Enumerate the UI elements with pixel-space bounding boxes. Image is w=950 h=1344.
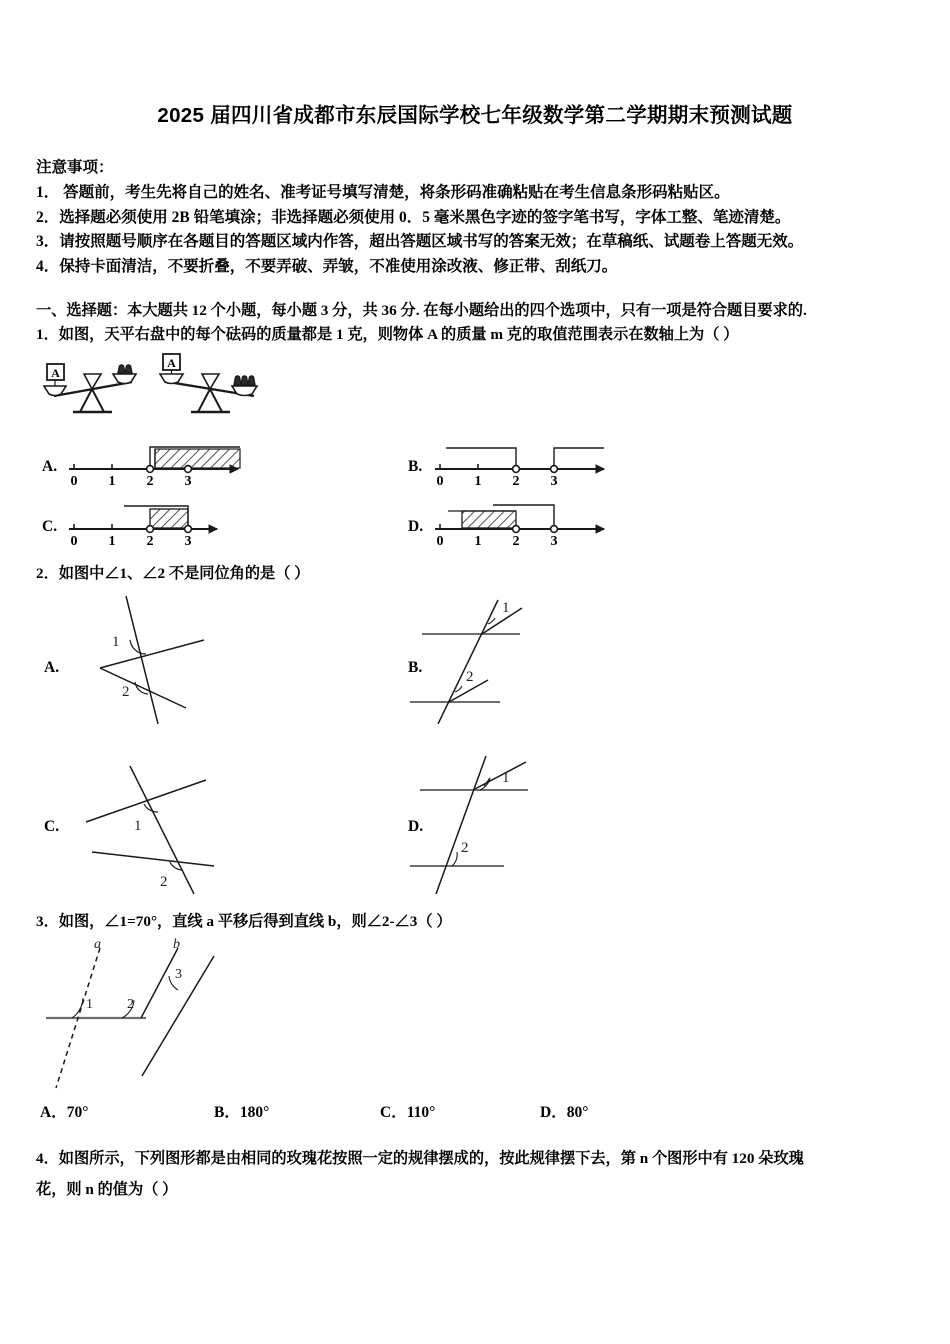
q2-option-b-letter: B. — [408, 659, 423, 676]
q1-c-tick-0: 0 — [70, 534, 78, 549]
q2-c-angle-1: 1 — [134, 818, 142, 834]
question-3-figure — [42, 936, 274, 1096]
notice-item-1: 1． 答题前，考生先将自己的姓名、准考证号填写清楚，将条形码准确粘贴在考生信息条形码粘贴区。 — [36, 184, 730, 201]
notice-heading: 注意事项： — [36, 159, 114, 176]
q2-option-a-letter: A. — [44, 659, 60, 676]
page-title: 2025 届四川省成都市东辰国际学校七年级数学第二学期期末预测试题 — [157, 104, 793, 127]
svg-text:A: A — [51, 366, 60, 380]
q3-answer-a[interactable]: A．70° — [40, 1104, 89, 1121]
q1-d-tick-3: 3 — [550, 534, 558, 549]
q1-c-tick-1: 1 — [108, 534, 116, 549]
q1-b-tick-2: 2 — [512, 474, 520, 489]
balance-scales-figure — [40, 352, 270, 418]
q1-option-d[interactable] — [408, 498, 678, 550]
q2-b-angle-1: 1 — [502, 600, 510, 616]
q3-label-b: b — [173, 937, 180, 952]
q1-option-c-letter: C. — [42, 518, 58, 535]
q1-d-tick-2: 2 — [512, 534, 520, 549]
q2-option-d-figure[interactable] — [410, 756, 590, 894]
question-2-text: 2．如图中∠1、∠2 不是同位角的是（ ） — [36, 565, 310, 582]
q1-option-b[interactable] — [408, 438, 678, 490]
q2-option-b-figure[interactable] — [410, 596, 590, 724]
q2-b-angle-2: 2 — [466, 669, 474, 685]
q2-option-c-figure[interactable] — [78, 756, 258, 894]
q1-a-tick-0: 0 — [70, 474, 78, 489]
notice-item-2: 2．选择题必须使用 2B 铅笔填涂；非选择题必须使用 0．5 毫米黑色字迹的签字笔书写，字体工整、笔迹清楚。 — [36, 208, 791, 226]
question-3-text: 3．如图，∠1=70°，直线 a 平移后得到直线 b，则∠2-∠3（ ） — [36, 913, 452, 930]
q2-a-angle-1: 1 — [112, 634, 120, 650]
q1-option-a[interactable] — [42, 438, 312, 490]
q2-d-angle-1: 1 — [502, 770, 510, 786]
question-1-text: 1．如图，天平右盘中的每个砝码的质量都是 1 克，则物体 A 的质量 m 克的取值范围表示在数轴上为（ ） — [36, 326, 739, 343]
q1-option-b-letter: B. — [408, 458, 423, 475]
question-4-line-1: 4．如图所示，下列图形都是由相同的玫瑰花按照一定的规律摆成的，按此规律摆下去，第 n 个图形中有 120 朵玫瑰 — [36, 1150, 804, 1167]
q1-d-tick-1: 1 — [474, 534, 482, 549]
q3-angle-2: 2 — [127, 997, 134, 1012]
q2-d-angle-2: 2 — [461, 840, 469, 856]
q1-d-tick-0: 0 — [436, 534, 444, 549]
q1-b-tick-1: 1 — [474, 474, 482, 489]
q1-option-a-letter: A. — [42, 458, 58, 475]
q1-a-tick-3: 3 — [184, 474, 192, 489]
q3-label-a: a — [94, 937, 101, 952]
svg-text:A: A — [167, 356, 176, 370]
q1-a-tick-1: 1 — [108, 474, 116, 489]
q3-answer-c[interactable]: C．110° — [380, 1104, 436, 1121]
q2-option-c-letter: C. — [44, 818, 60, 835]
q1-c-tick-2: 2 — [146, 534, 154, 549]
section-header-choice: 一、选择题：本大题共 12 个小题，每小题 3 分，共 36 分. 在每小题给出的四个选项中，只有一项是符合题目要求的. — [36, 302, 807, 319]
q1-c-tick-3: 3 — [184, 534, 192, 549]
q1-b-tick-3: 3 — [550, 474, 558, 489]
q2-option-d-letter: D. — [408, 818, 424, 835]
q3-angle-3: 3 — [175, 967, 182, 982]
q2-c-angle-2: 2 — [160, 874, 168, 890]
q3-answer-d[interactable]: D．80° — [540, 1104, 589, 1121]
notice-block — [36, 156, 926, 279]
q1-option-c[interactable] — [42, 498, 312, 550]
question-4-text — [36, 1143, 931, 1205]
q2-a-angle-2: 2 — [122, 684, 130, 700]
question-4-line-2: 花，则 n 的值为（ ） — [36, 1181, 178, 1198]
q1-a-tick-2: 2 — [146, 474, 154, 489]
q3-angle-1: 1 — [86, 997, 93, 1012]
notice-item-3: 3．请按照题号顺序在各题目的答题区域内作答，超出答题区域书写的答案无效；在草稿纸、试题卷上答题无效。 — [36, 233, 804, 250]
notice-item-4: 4．保持卡面清洁，不要折叠，不要弄破、弄皱，不准使用涂改液、修正带、刮纸刀。 — [36, 257, 618, 275]
q3-answer-b[interactable]: B．180° — [214, 1104, 270, 1121]
q1-b-tick-0: 0 — [436, 474, 444, 489]
q2-option-a-figure[interactable] — [78, 596, 258, 724]
q1-option-d-letter: D. — [408, 518, 424, 535]
